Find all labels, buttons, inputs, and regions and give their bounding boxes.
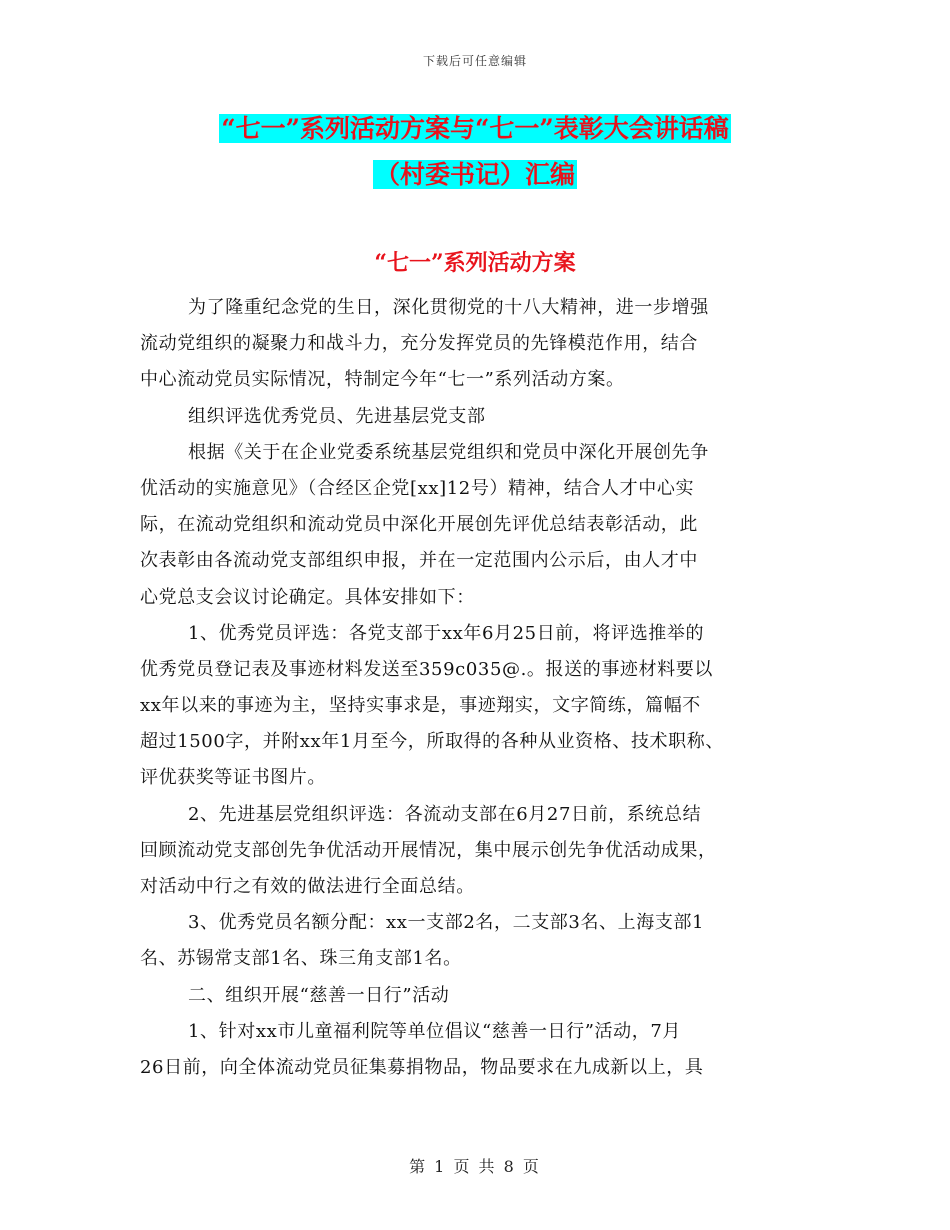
section-title: “七一”系列活动方案 xyxy=(374,250,576,276)
text-line: 中心流动党员实际情况，特制定今年“七一”系列活动方案。 xyxy=(140,369,625,391)
page-footer: 第 1 页 共 8 页 xyxy=(409,1157,541,1176)
text-line: xx年以来的事迹为主，坚持实事求是，事迹翔实，文字简练，篇幅不 xyxy=(140,695,701,717)
text-line: 评优获奖等证书图片。 xyxy=(140,767,326,789)
text-line: 回顾流动党支部创先争优活动开展情况，集中展示创先争优活动成果， xyxy=(140,839,717,861)
header-note: 下载后可任意编辑 xyxy=(422,54,527,68)
text-line: 1、针对xx市儿童福利院等单位倡议“慈善一日行”活动，7月 xyxy=(188,1020,682,1042)
text-line: 心党总支会议讨论确定。具体安排如下： xyxy=(140,586,475,608)
text-line: 1、优秀党员评选：各党支部于xx年6月25日前，将评选推举的 xyxy=(188,622,705,644)
text-line: 流动党组织的凝聚力和战斗力，充分发挥党员的先锋模范作用，结合 xyxy=(140,333,698,355)
text-line: 26日前，向全体流动党员征集募捐物品，物品要求在九成新以上，具 xyxy=(140,1056,704,1078)
text-line: 二、组织开展“慈善一日行”活动 xyxy=(188,984,450,1006)
title-highlight: （村委书记）汇编 xyxy=(374,160,575,189)
text-line: 2、先进基层党组织评选：各流动支部在6月27日前，系统总结 xyxy=(188,803,702,825)
text-line: 际，在流动党组织和流动党员中深化开展创先评优总结表彰活动，此 xyxy=(140,514,698,536)
text-line: 名、苏锡常支部1名、珠三角支部1名。 xyxy=(140,948,462,970)
text-line: 组织评选优秀党员、先进基层党支部 xyxy=(188,405,486,427)
text-line: 根据《关于在企业党委系统基层党组织和党员中深化开展创先争 xyxy=(188,441,709,463)
text-line: 对活动中行之有效的做法进行全面总结。 xyxy=(140,876,475,897)
text-line: 为了隆重纪念党的生日，深化贯彻党的十八大精神，进一步增强 xyxy=(188,297,709,318)
text-line: 次表彰由各流动党支部组织申报，并在一定范围内公示后，由人才中 xyxy=(140,550,698,572)
title-highlight: “七一”系列活动方案与“七一”表彰大会讲话稿 xyxy=(221,114,729,143)
text-line: 超过1500字，并附xx年1月至今，所取得的各种从业资格、技术职称、 xyxy=(140,731,724,753)
text-line: 优活动的实施意见》（合经区企党[xx]12号）精神，结合人才中心实 xyxy=(140,477,695,499)
document-title-line-2 xyxy=(0,156,950,194)
text-line: 3、优秀党员名额分配：xx一支部2名，二支部3名、上海支部1 xyxy=(188,912,705,934)
document-title-line-1 xyxy=(0,110,950,148)
text-line: 优秀党员登记表及事迹材料发送至359c035@.。报送的事迹材料要以 xyxy=(140,658,713,680)
body-text xyxy=(140,290,830,1086)
